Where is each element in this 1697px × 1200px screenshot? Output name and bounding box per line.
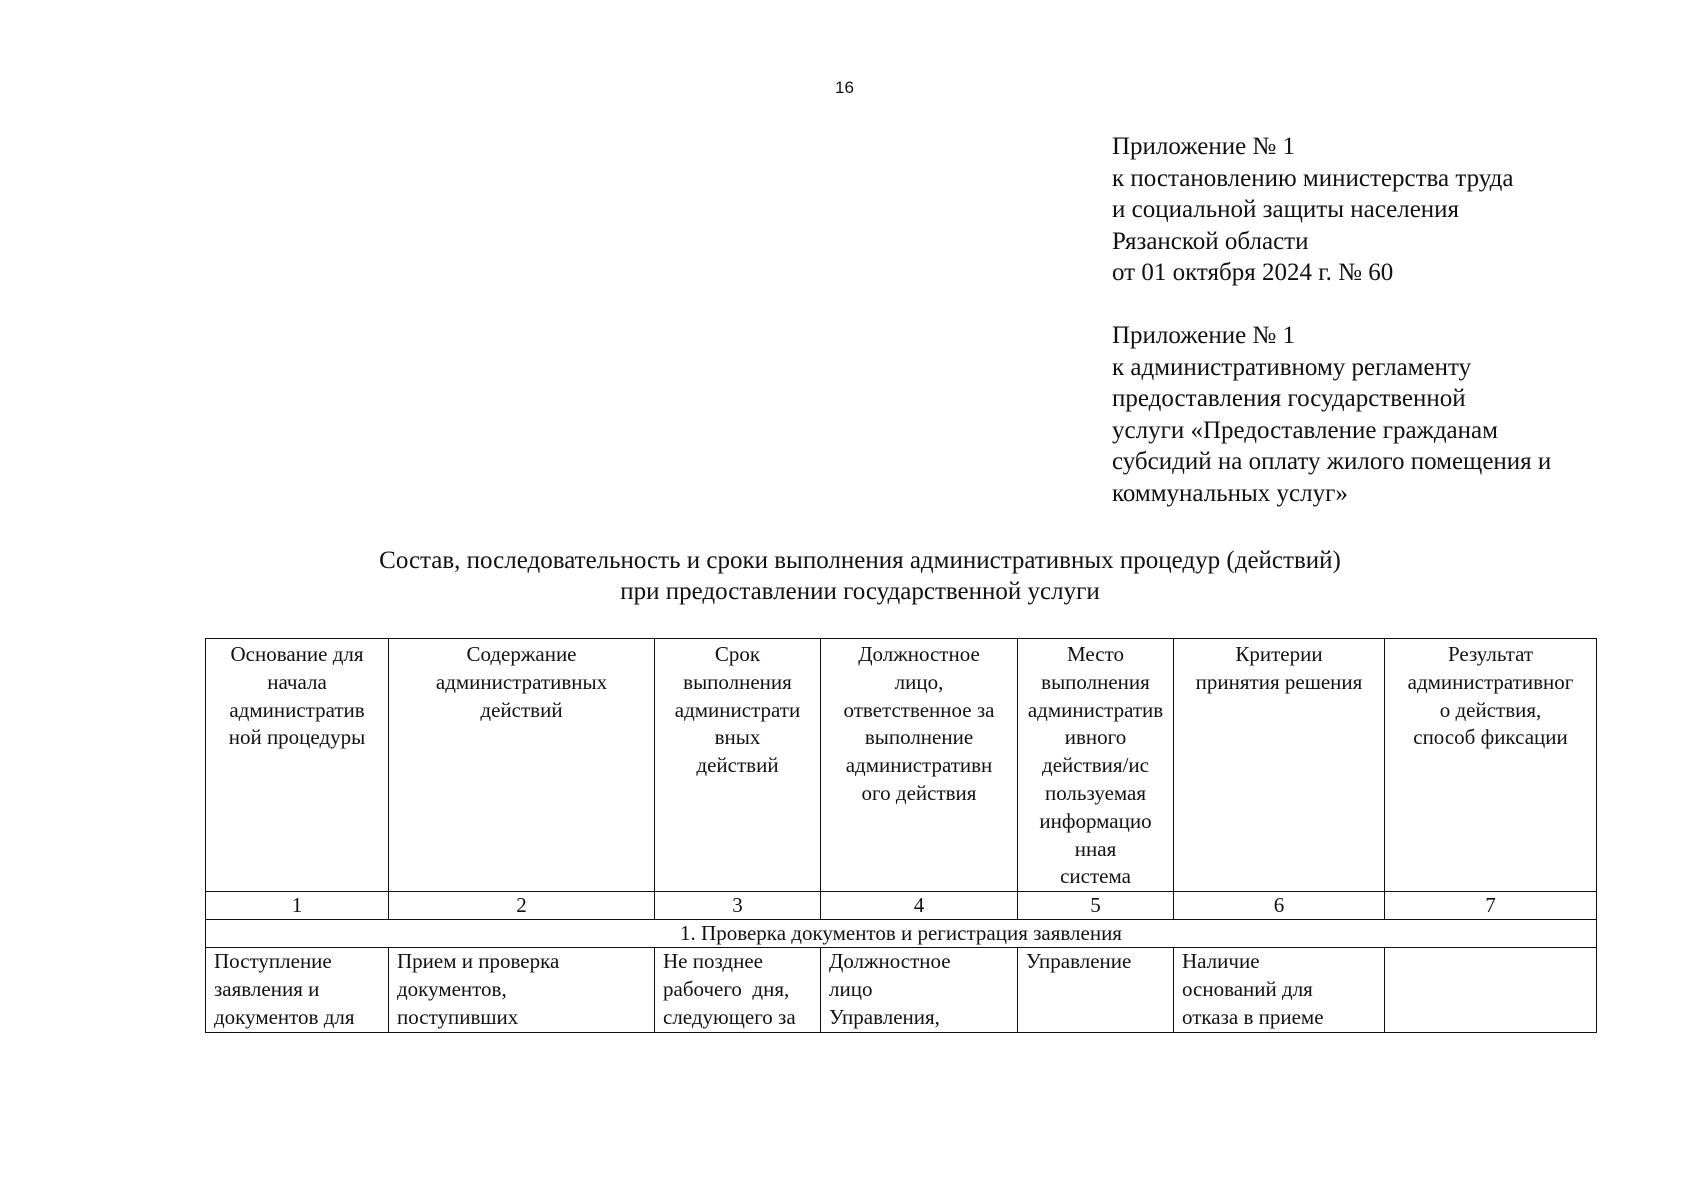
table-cell: Не позднее рабочего дня, следующего за — [655, 948, 821, 1032]
table-row — [206, 948, 1597, 1032]
section-row — [206, 920, 1597, 948]
table-cell: Управление — [1018, 948, 1174, 1032]
column-number: 5 — [1018, 892, 1174, 920]
appendix-note-resolution — [1112, 131, 1672, 289]
appendix-line: субсидий на оплату жилого помещения и — [1112, 448, 1552, 475]
appendix-line: от 01 октября 2024 г. № 60 — [1112, 259, 1394, 286]
header-cell: Содержание административных действий — [389, 639, 655, 892]
table-cell: Прием и проверка документов, поступивших — [389, 948, 655, 1032]
table-cell-empty — [1385, 948, 1597, 1032]
procedures-table — [205, 638, 1597, 1033]
title-line: Состав, последовательность и сроки выполнения административных процедур (действий) — [379, 547, 1341, 574]
title-line: при предоставлении государственной услуги — [620, 578, 1100, 605]
appendix-line: и социальной защиты населения — [1112, 196, 1460, 223]
page-number: 16 — [835, 78, 854, 97]
appendix-line: коммунальных услуг» — [1112, 479, 1348, 507]
column-number-row — [206, 892, 1597, 920]
column-number: 3 — [655, 892, 821, 920]
header-cell: Место выполнения административ ивного действия/ис пользуемая информацио нная система — [1018, 639, 1174, 892]
section-title: 1. Проверка документов и регистрация заявления — [206, 920, 1597, 948]
appendix-line: к административному регламенту — [1112, 353, 1472, 381]
appendix-line: предоставления государственной — [1112, 385, 1466, 412]
header-cell: Результат административног о действия, способ фиксации — [1385, 639, 1597, 892]
column-number: 2 — [389, 892, 655, 920]
header-cell: Критерии принятия решения — [1174, 639, 1385, 892]
header-cell: Срок выполнения администрати вных действий — [655, 639, 821, 892]
appendix-line: Приложение № 1 — [1112, 133, 1296, 160]
table-cell: Наличие оснований для отказа в приеме — [1174, 948, 1385, 1032]
column-number: 6 — [1174, 892, 1385, 920]
appendix-line: Приложение № 1 — [1112, 322, 1296, 349]
column-number: 7 — [1385, 892, 1597, 920]
appendix-note-regulation — [1112, 320, 1672, 509]
table-cell: Должностное лицо Управления, — [821, 948, 1018, 1032]
column-number: 4 — [821, 892, 1018, 920]
document-title — [200, 545, 1520, 607]
header-cell: Основание для начала административ ной процедуры — [206, 639, 389, 892]
appendix-line: Рязанской области — [1112, 227, 1309, 255]
appendix-line: к постановлению министерства труда — [1112, 164, 1514, 192]
table-header-row — [206, 639, 1597, 892]
appendix-line: услуги «Предоставление гражданам — [1112, 416, 1498, 444]
column-number: 1 — [206, 892, 389, 920]
header-cell: Должностное лицо, ответственное за выполнение административн ого действия — [821, 639, 1018, 892]
table-cell: Поступление заявления и документов для — [206, 948, 389, 1032]
